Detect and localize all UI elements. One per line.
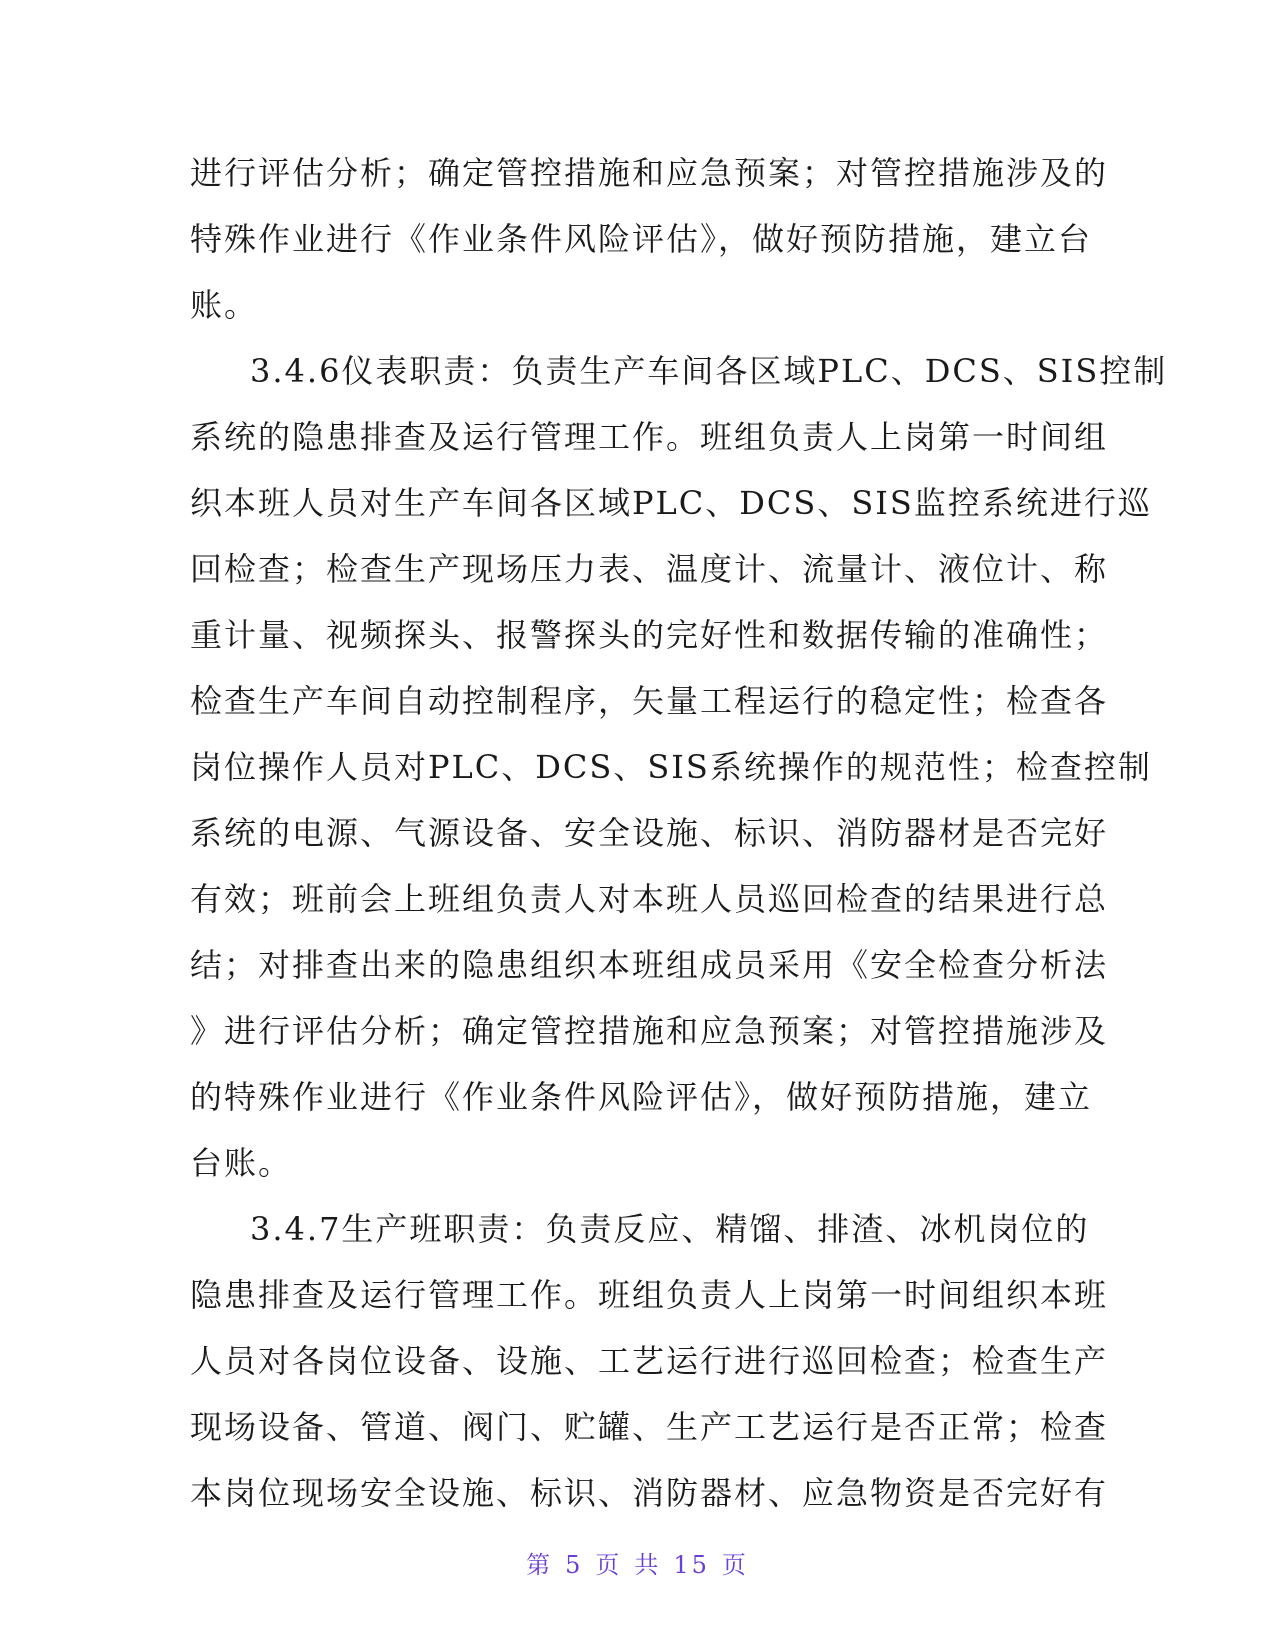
document-body xyxy=(190,140,1168,1526)
text-line: 检查生产车间自动控制程序，矢量工程运行的稳定性；检查各 xyxy=(190,682,1109,720)
text-line: 账。 xyxy=(190,286,259,324)
text-line: 结；对排查出来的隐患组织本班组成员采用《安全检查分析法 xyxy=(190,946,1109,984)
text-line: 隐患排查及运行管理工作。班组负责人上岗第一时间组织本班 xyxy=(190,1276,1109,1314)
text-line: 》进行评估分析；确定管控措施和应急预案；对管控措施涉及 xyxy=(190,1012,1109,1050)
text-line: 系统的隐患排查及运行管理工作。班组负责人上岗第一时间组 xyxy=(190,418,1109,456)
section-heading-line: 3.4.6仪表职责：负责生产车间各区域PLC、DCS、SIS控制 xyxy=(250,352,1168,390)
footer-suffix: 页 xyxy=(721,1551,749,1579)
section-heading-line: 3.4.7生产班职责：负责反应、精馏、排渣、冰机岗位的 xyxy=(250,1210,1090,1248)
text-line: 台账。 xyxy=(190,1144,293,1182)
text-line: 进行评估分析；确定管控措施和应急预案；对管控措施涉及的 xyxy=(190,154,1109,192)
text-line: 有效；班前会上班组负责人对本班人员巡回检查的结果进行总 xyxy=(190,880,1109,918)
footer-total-pages: 15 xyxy=(673,1551,710,1579)
text-line: 的特殊作业进行《作业条件风险评估》，做好预防措施，建立 xyxy=(190,1078,1093,1116)
footer-current-page: 5 xyxy=(565,1551,584,1579)
text-line: 人员对各岗位设备、设施、工艺运行进行巡回检查；检查生产 xyxy=(190,1342,1109,1380)
text-line: 回检查；检查生产现场压力表、温度计、流量计、液位计、称 xyxy=(190,550,1109,588)
text-line: 岗位操作人员对PLC、DCS、SIS系统操作的规范性；检查控制 xyxy=(190,748,1152,786)
text-line: 特殊作业进行《作业条件风险评估》，做好预防措施，建立台 xyxy=(190,220,1093,258)
page-number-footer xyxy=(0,1545,1275,1580)
footer-page-word: 页 xyxy=(595,1551,623,1579)
text-line: 现场设备、管道、阀门、贮罐、生产工艺运行是否正常；检查 xyxy=(190,1408,1109,1446)
text-line: 织本班人员对生产车间各区域PLC、DCS、SIS监控系统进行巡 xyxy=(190,484,1152,522)
text-line: 重计量、视频探头、报警探头的完好性和数据传输的准确性； xyxy=(190,616,1109,654)
text-line: 系统的电源、气源设备、安全设施、标识、消防器材是否完好 xyxy=(190,814,1109,852)
text-line: 本岗位现场安全设施、标识、消防器材、应急物资是否完好有 xyxy=(190,1474,1109,1512)
footer-prefix: 第 xyxy=(526,1551,554,1579)
footer-total-word: 共 xyxy=(634,1551,662,1579)
